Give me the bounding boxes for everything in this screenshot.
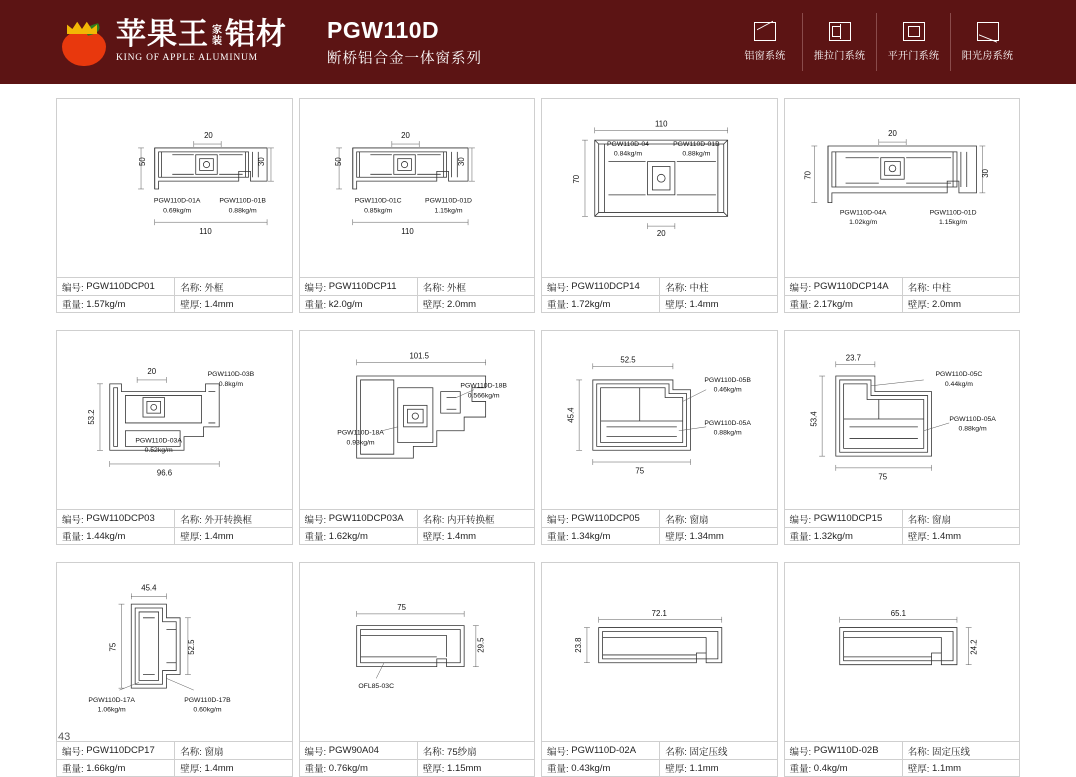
svg-text:1.06kg/m: 1.06kg/m [97,706,126,714]
profile-drawing [785,331,1020,509]
nav-item-sliding-door-system[interactable] [802,13,876,71]
window-system-icon [754,22,776,41]
svg-text:PGW110D-04: PGW110D-04 [606,140,649,148]
profile-card-pgw110dcp01[interactable] [56,98,293,313]
svg-text:PGW110D-18B: PGW110D-18B [459,382,507,390]
svg-text:1.15kg/m: 1.15kg/m [433,207,463,215]
svg-text:0.85kg/m: 0.85kg/m [363,207,392,215]
spec-weight: 重量: 1.57kg/m [62,298,126,311]
spec-thickness: 壁厚: 1.4mm [659,296,776,312]
profile-card-pgw110dcp15[interactable] [784,330,1021,545]
profile-drawing [785,99,1020,277]
svg-text:30: 30 [456,157,466,166]
spec-code: 编号: PGW110DCP03A [304,513,404,526]
profile-card-pgw110dcp14a[interactable] [784,98,1021,313]
svg-text:PGW110D-05C: PGW110D-05C [934,371,982,379]
spec-code: 编号: PGW110DCP03 [62,513,155,526]
spec-weight: 重量: 0.76kg/m [304,762,368,775]
cross-section-drawing-icon [542,563,777,741]
svg-text:0.84kg/m: 0.84kg/m [613,150,643,158]
cross-section-drawing-icon [785,99,1020,277]
svg-text:0.46kg/m: 0.46kg/m [713,386,742,394]
spec-code: 编号: PGW110DCP14 [547,281,640,294]
brand-logo [58,12,287,72]
svg-text:0.566kg/m: 0.566kg/m [467,392,500,400]
cross-section-drawing-icon [300,563,535,741]
cross-section-drawing-icon [57,331,292,509]
spec-name: 名称: 内开转换框 [417,510,534,527]
logo-cn-main: 苹果王 [116,18,209,52]
svg-text:PGW110D-01D: PGW110D-01D [424,197,472,205]
svg-text:29.5: 29.5 [476,637,486,653]
profile-drawing [300,331,535,509]
spec-thickness: 壁厚: 1.4mm [174,528,291,544]
spec-row-code-name [785,278,1020,295]
svg-text:24.2: 24.2 [969,639,979,655]
spec-row-code-name [542,278,777,295]
spec-row-weight-thickness [785,527,1020,544]
svg-text:20: 20 [400,131,410,141]
profile-card-pgw110dcp03a[interactable] [299,330,536,545]
svg-text:30: 30 [980,169,990,178]
spec-code: 编号: PGW110DCP11 [304,281,397,294]
svg-text:20: 20 [887,129,897,139]
profile-card-pgw110dcp05[interactable] [541,330,778,545]
spec-name: 名称: 窗扇 [659,510,776,527]
spec-weight: 重量: 1.34kg/m [547,530,611,543]
profile-drawing [57,563,292,741]
spec-weight: 重量: 0.43kg/m [547,762,611,775]
spec-row-code-name [785,742,1020,759]
svg-text:72.1: 72.1 [651,608,667,618]
svg-text:101.5: 101.5 [408,351,429,361]
profile-drawing [542,331,777,509]
nav-item-sunroom-system[interactable] [950,13,1024,71]
profile-card-pgw110d-02b[interactable] [784,562,1021,777]
spec-thickness: 壁厚: 1.4mm [417,528,534,544]
spec-table [300,509,535,544]
series-code: PGW110D [327,17,440,44]
svg-text:45.4: 45.4 [141,583,157,593]
spec-row-code-name [300,510,535,527]
casement-door-icon [903,22,925,41]
dimension-labels [57,99,292,277]
page-number: 43 [58,731,71,743]
spec-weight: 重量: k2.0g/m [304,298,363,311]
logo-cn-tail: 铝材 [225,18,287,52]
profile-card-pgw110d-02a[interactable] [541,562,778,777]
svg-text:PGW110D-01B: PGW110D-01B [673,140,720,148]
svg-text:PGW110D-17B: PGW110D-17B [184,696,231,704]
nav-label: 铝窗系统 [744,51,786,62]
svg-text:0.88kg/m: 0.88kg/m [713,429,742,437]
cross-section-drawing-icon [785,331,1020,509]
cross-section-drawing-icon [300,331,535,509]
spec-table [300,741,535,776]
svg-text:45.4: 45.4 [566,407,576,423]
spec-table [57,277,292,312]
logo-en-text: KING OF APPLE ALUMINUM [116,53,258,64]
profile-card-pgw110dcp11[interactable] [299,98,536,313]
svg-text:20: 20 [204,131,213,141]
spec-thickness: 壁厚: 1.15mm [417,760,534,776]
svg-text:PGW110D-01C: PGW110D-01C [354,197,402,205]
profile-drawing [57,331,292,509]
svg-text:96.6: 96.6 [156,468,173,478]
nav-label: 平开门系统 [887,51,940,62]
svg-text:23.7: 23.7 [845,353,861,363]
apple-logo-icon [58,17,110,67]
svg-text:20: 20 [656,228,666,238]
spec-row-code-name [300,278,535,295]
svg-text:0.88kg/m: 0.88kg/m [682,150,711,158]
spec-weight: 重量: 0.4kg/m [789,762,848,775]
spec-code: 编号: PGW110DCP01 [62,281,155,294]
nav-label: 阳光房系统 [961,51,1014,62]
svg-text:0.88kg/m: 0.88kg/m [958,425,987,433]
spec-name: 名称: 75纱扇 [417,742,534,759]
spec-table [785,741,1020,776]
svg-text:52.5: 52.5 [186,639,196,655]
spec-name: 名称: 外框 [174,278,291,295]
spec-row-weight-thickness [300,295,535,312]
spec-thickness: 壁厚: 1.4mm [174,760,291,776]
profile-drawing [57,99,292,277]
svg-text:PGW110D-05A: PGW110D-05A [704,419,751,427]
svg-text:50: 50 [333,157,343,166]
spec-thickness: 壁厚: 1.4mm [902,528,1019,544]
svg-text:PGW110D-05B: PGW110D-05B [704,376,751,384]
spec-row-weight-thickness [57,527,292,544]
svg-text:PGW110D-05A: PGW110D-05A [948,415,996,423]
spec-table [785,277,1020,312]
svg-text:PGW110D-03B: PGW110D-03B [207,371,255,379]
nav-item-window-system[interactable] [728,13,802,71]
spec-thickness: 壁厚: 1.1mm [659,760,776,776]
svg-text:75: 75 [396,602,406,612]
spec-name: 名称: 固定压线 [902,742,1019,759]
svg-text:20: 20 [147,367,157,377]
profile-drawing [542,99,777,277]
spec-row-weight-thickness [300,759,535,776]
spec-code: 编号: PGW110DCP15 [789,513,883,526]
spec-row-code-name [300,742,535,759]
svg-text:110: 110 [199,226,212,236]
nav-label: 推拉门系统 [813,51,866,62]
spec-row-code-name [57,742,292,759]
svg-text:110: 110 [654,119,668,129]
spec-table [57,741,292,776]
cross-section-drawing-icon [785,563,1020,741]
profile-row-2 [56,330,1020,545]
svg-text:110: 110 [400,226,414,236]
profile-card-pgw110dcp17[interactable] [56,562,293,777]
cross-section-drawing-icon [542,99,777,277]
svg-text:75: 75 [635,466,645,476]
series-title [327,16,482,68]
series-description: 断桥铝合金一体窗系列 [327,50,482,67]
svg-text:0.60kg/m: 0.60kg/m [193,706,222,714]
svg-text:70: 70 [802,170,812,180]
sliding-door-icon [829,22,851,41]
svg-text:PGW110D-01D: PGW110D-01D [929,209,977,217]
spec-row-code-name [542,510,777,527]
svg-text:0.52kg/m: 0.52kg/m [144,447,173,455]
spec-row-weight-thickness [785,759,1020,776]
svg-text:70: 70 [572,174,582,184]
svg-text:1.02kg/m: 1.02kg/m [848,219,877,227]
profile-drawing [300,99,535,277]
svg-text:65.1: 65.1 [890,608,906,618]
spec-table [542,741,777,776]
spec-row-weight-thickness [57,295,292,312]
spec-code: 编号: PGW110DCP14A [789,281,889,294]
spec-row-code-name [57,278,292,295]
nav-item-casement-door-system[interactable] [876,13,950,71]
spec-name: 名称: 窗扇 [174,742,291,759]
svg-text:PGW110D-17A: PGW110D-17A [88,696,135,704]
spec-weight: 重量: 1.32kg/m [789,530,853,543]
cross-section-drawing-icon [542,331,777,509]
svg-text:0.88kg/m: 0.88kg/m [228,207,257,215]
spec-weight: 重量: 1.66kg/m [62,762,126,775]
profile-card-pgw110dcp14[interactable] [541,98,778,313]
spec-row-weight-thickness [542,295,777,312]
spec-code: 编号: PGW90A04 [304,745,379,758]
svg-text:0.8kg/m: 0.8kg/m [218,380,244,388]
logo-cn-sub: 家 装 [212,25,222,48]
spec-table [542,277,777,312]
svg-text:52.5: 52.5 [620,355,636,365]
spec-row-code-name [785,510,1020,527]
spec-weight: 重量: 1.72kg/m [547,298,611,311]
spec-code: 编号: PGW110DCP17 [62,745,155,758]
svg-text:0.69kg/m: 0.69kg/m [163,207,192,215]
svg-text:23.8: 23.8 [574,637,584,653]
spec-row-code-name [542,742,777,759]
svg-text:75: 75 [108,642,118,652]
spec-name: 名称: 中柱 [659,278,776,295]
spec-row-weight-thickness [542,527,777,544]
spec-thickness: 壁厚: 1.1mm [902,760,1019,776]
profile-drawing [785,563,1020,741]
svg-text:0.93kg/m: 0.93kg/m [346,439,375,447]
svg-text:75: 75 [877,472,887,482]
spec-name: 名称: 中柱 [902,278,1019,295]
spec-row-weight-thickness [57,759,292,776]
header-nav [728,13,1076,71]
spec-code: 编号: PGW110D-02B [789,745,879,758]
spec-weight: 重量: 1.44kg/m [62,530,126,543]
sunroom-icon [977,22,999,41]
spec-table [57,509,292,544]
spec-row-weight-thickness [785,295,1020,312]
spec-table [542,509,777,544]
svg-text:PGW110D-04A: PGW110D-04A [839,209,886,217]
profile-row-1 [56,98,1020,313]
svg-text:PGW110D-01A: PGW110D-01A [153,197,201,205]
spec-thickness: 壁厚: 1.4mm [174,296,291,312]
svg-text:53.4: 53.4 [808,411,818,427]
spec-name: 名称: 窗扇 [902,510,1019,527]
profile-catalog-sheet [0,84,1076,775]
spec-row-code-name [57,510,292,527]
profile-drawing [300,563,535,741]
cross-section-drawing-icon [300,99,535,277]
spec-weight: 重量: 1.62kg/m [304,530,368,543]
profile-drawing [542,563,777,741]
spec-weight: 重量: 2.17kg/m [789,298,853,311]
svg-text:PGW110D-01B: PGW110D-01B [219,197,266,205]
svg-text:PGW110D-03A: PGW110D-03A [135,437,182,445]
cross-section-drawing-icon [57,563,292,741]
spec-row-weight-thickness [542,759,777,776]
spec-row-weight-thickness [300,527,535,544]
spec-name: 名称: 外框 [417,278,534,295]
svg-text:0.44kg/m: 0.44kg/m [944,380,973,388]
spec-name: 名称: 固定压线 [659,742,776,759]
spec-name: 名称: 外开转换框 [174,510,291,527]
svg-text:53.2: 53.2 [87,409,97,425]
spec-thickness: 壁厚: 1.34mm [659,528,776,544]
spec-code: 编号: PGW110DCP05 [547,513,640,526]
spec-code: 编号: PGW110D-02A [547,745,637,758]
profile-card-pgw110dcp03[interactable] [56,330,293,545]
spec-table [300,277,535,312]
svg-text:PGW110D-18A: PGW110D-18A [336,429,384,437]
spec-thickness: 壁厚: 2.0mm [902,296,1019,312]
svg-text:1.15kg/m: 1.15kg/m [938,219,967,227]
page-header [0,0,1076,84]
svg-text:50: 50 [137,157,147,166]
svg-text:OFL85-03C: OFL85-03C [357,683,394,691]
profile-card-pgw90a04[interactable] [299,562,536,777]
spec-table [785,509,1020,544]
spec-thickness: 壁厚: 2.0mm [417,296,534,312]
profile-row-3 [56,562,1020,777]
svg-text:30: 30 [257,157,267,166]
